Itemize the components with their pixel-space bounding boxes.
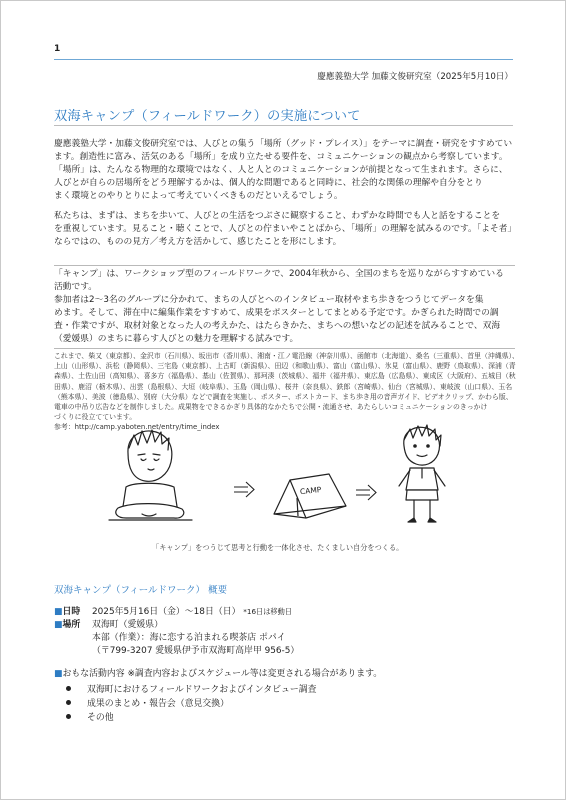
intro-line: ます。創造性に富み、活気のある「場所」を成り立たせる要件を、コミュニケーションの観点から考察しています。 xyxy=(54,151,508,162)
tent-label: CAMP xyxy=(299,485,322,497)
title-divider xyxy=(54,125,513,126)
activity-item: その他 xyxy=(87,713,114,723)
history-line: 森県）、土佐山田（高知県）、喜多方（福島県）、基山（佐賀県）、那珂湊（茨城県）、福井（福井県）、東広島（広島県）、東成区（大阪府）、五城目（秋 xyxy=(54,372,516,381)
reference-link[interactable]: 参考：http://camp.yaboten.net/entry/time_index xyxy=(54,423,220,432)
date-label: 日時 xyxy=(62,607,81,617)
camp-illustration xyxy=(54,418,514,543)
history-line: づくりに役立てています。 xyxy=(54,413,137,422)
page-number: 1 xyxy=(54,44,61,54)
activity-item: 成果のまとめ・報告会（意見交換） xyxy=(87,699,229,709)
bullet-dot-icon xyxy=(66,714,71,719)
header-info: 慶應義塾大学 加藤文俊研究室（2025年5月10日） xyxy=(317,72,513,82)
tent-icon xyxy=(274,474,346,518)
intro-line: 慶應義塾大学・加藤文俊研究室では、人びとの集う「場所（グッド・プレイス）」をテーマに調査・研究をすすめてい xyxy=(54,139,513,149)
list-item xyxy=(66,682,317,695)
address-value: （〒799-3207 愛媛県伊予市双海町高岸甲 956-5） xyxy=(92,646,300,656)
camp-line: 活動です。 xyxy=(54,281,98,292)
square-bullet-icon: ■ xyxy=(54,607,63,617)
intro-paragraph xyxy=(54,138,516,203)
date-value: 2025年5月16日（金）〜18日（日） xyxy=(92,607,241,617)
bullet-dot-icon xyxy=(66,700,71,705)
place-row xyxy=(54,619,80,632)
square-bullet-icon: ■ xyxy=(54,620,63,630)
history-line: これまで、柴又（東京都）、金沢市（石川県）、坂出市（香川県）、湘南・江ノ電沿線（神奈川県）、函館市（北海道）、桑名（三重県）、首里（沖縄県）、 xyxy=(54,352,519,360)
camp-line: 「キャンプ」は、ワークショップ型のフィールドワークで、2004年秋から、全国のまちを巡りながらすすめている xyxy=(54,269,504,279)
method-paragraph xyxy=(54,210,516,249)
date-note: *16日は移動日 xyxy=(243,607,292,616)
top-rule xyxy=(54,59,513,60)
base-value: 本部（作業）：海に恋する泊まれる喫茶店 ポパイ xyxy=(92,633,286,643)
camp-line: （愛媛県）のまちに暮らす人びとの魅力を理解する試みです。 xyxy=(54,333,299,344)
intro-line: まく環境とのやりとりによって考えていくべきものだといえるでしょう。 xyxy=(54,190,343,201)
place-label: 場所 xyxy=(62,620,81,630)
camp-line: 査・作業ですが、取材対象となった人の考えかた、はたらきかた、まちへの想いなどの記述を試みることで、双海 xyxy=(54,320,501,331)
intro-line: 「場所」は、たんなる物理的な環境ではなく、人と人とのコミュニケーションが前提となって生まれます。さらに、 xyxy=(54,164,508,175)
history-line: （熊本県）、美波（徳島県）、別府（大分県）などで調査を実施し、ポスター、ポストカード、まち歩き用の音声ガイド、ビデオクリップ、かわら版、 xyxy=(54,392,513,401)
activities-heading: おもな活動内容 xyxy=(62,669,125,679)
arrow-right-icon xyxy=(356,485,376,500)
square-bullet-icon: ■ xyxy=(54,669,63,679)
document-title: 双海キャンプ（フィールドワーク）の実施について xyxy=(54,109,361,124)
camp-line: 参加者は2〜3名のグループに分かれて、まちの人びとへのインタビュー取材やまち歩きをつうじてデータを集 xyxy=(54,294,484,305)
method-line: 私たちは、まずは、まちを歩いて、人びとの生活をつぶさに観察すること、わずかな時間でも人と話をすることを xyxy=(54,211,501,221)
list-item xyxy=(66,696,229,709)
camp-line: めます。そして、滞在中に編集作業をすすめて、成果をポスターとしてまとめる予定です。かぎられた時間での調 xyxy=(54,307,499,318)
illustration-caption: 「キャンプ」をつうじて思考と行動を一体化させ、たくましい自分をつくる。 xyxy=(152,543,404,552)
activities-heading-row xyxy=(54,668,382,681)
method-line: ならではの、ものの見方／考え方を活かして、感じたことを形にします。 xyxy=(54,236,342,247)
bullet-dot-icon xyxy=(66,686,71,691)
overview-title: 双海キャンプ（フィールドワーク） 概要 xyxy=(54,585,228,596)
list-item xyxy=(66,710,114,723)
activity-item: 双海町におけるフィールドワークおよびインタビュー調査 xyxy=(87,685,317,695)
intro-line: 人びとが自らの居場所をどう理解するかは、個人的な問題であると同時に、社会的な関係の理解や自分をとり xyxy=(54,177,483,188)
standing-person-icon xyxy=(399,425,445,522)
camp-paragraph xyxy=(54,268,516,345)
method-line: を重視しています。見ること・聴くことで、人びとの佇まいやことばから、「場所」の理解を試みるのです。「よそ者」 xyxy=(54,223,517,234)
thinking-person-icon xyxy=(109,430,192,520)
arrow-right-icon xyxy=(234,482,254,497)
activities-note: ※調査内容およびスケジュール等は変更される場合があります。 xyxy=(127,669,383,679)
history-line: 田県）、鹿沼（栃木県）、出雲（島根県）、大垣（岐阜県）、玉島（岡山県）、桜井（奈良県）、鉄郎（宮崎県）、仙台（宮城県）、東岐波（山口県）、玉名 xyxy=(54,382,513,391)
history-line: 電車の中吊り広告などを制作しました。成果物をできるかぎり具体的なかたちで公開・流通させ、あたらしいコミュニケーションのきっかけ xyxy=(54,403,488,412)
place-value: 双海町（愛媛県） xyxy=(92,620,163,630)
date-row xyxy=(54,606,80,619)
date-value-row xyxy=(92,606,292,619)
history-line: 上山（山形県）、浜松（静岡県）、三宅島（東京都）、上古町（新潟県）、田辺（和歌山県）、富山（富山県）、氷見（富山県）、鹿野（鳥取県）、深浦（青 xyxy=(54,362,516,371)
camp-description-box xyxy=(54,265,515,349)
